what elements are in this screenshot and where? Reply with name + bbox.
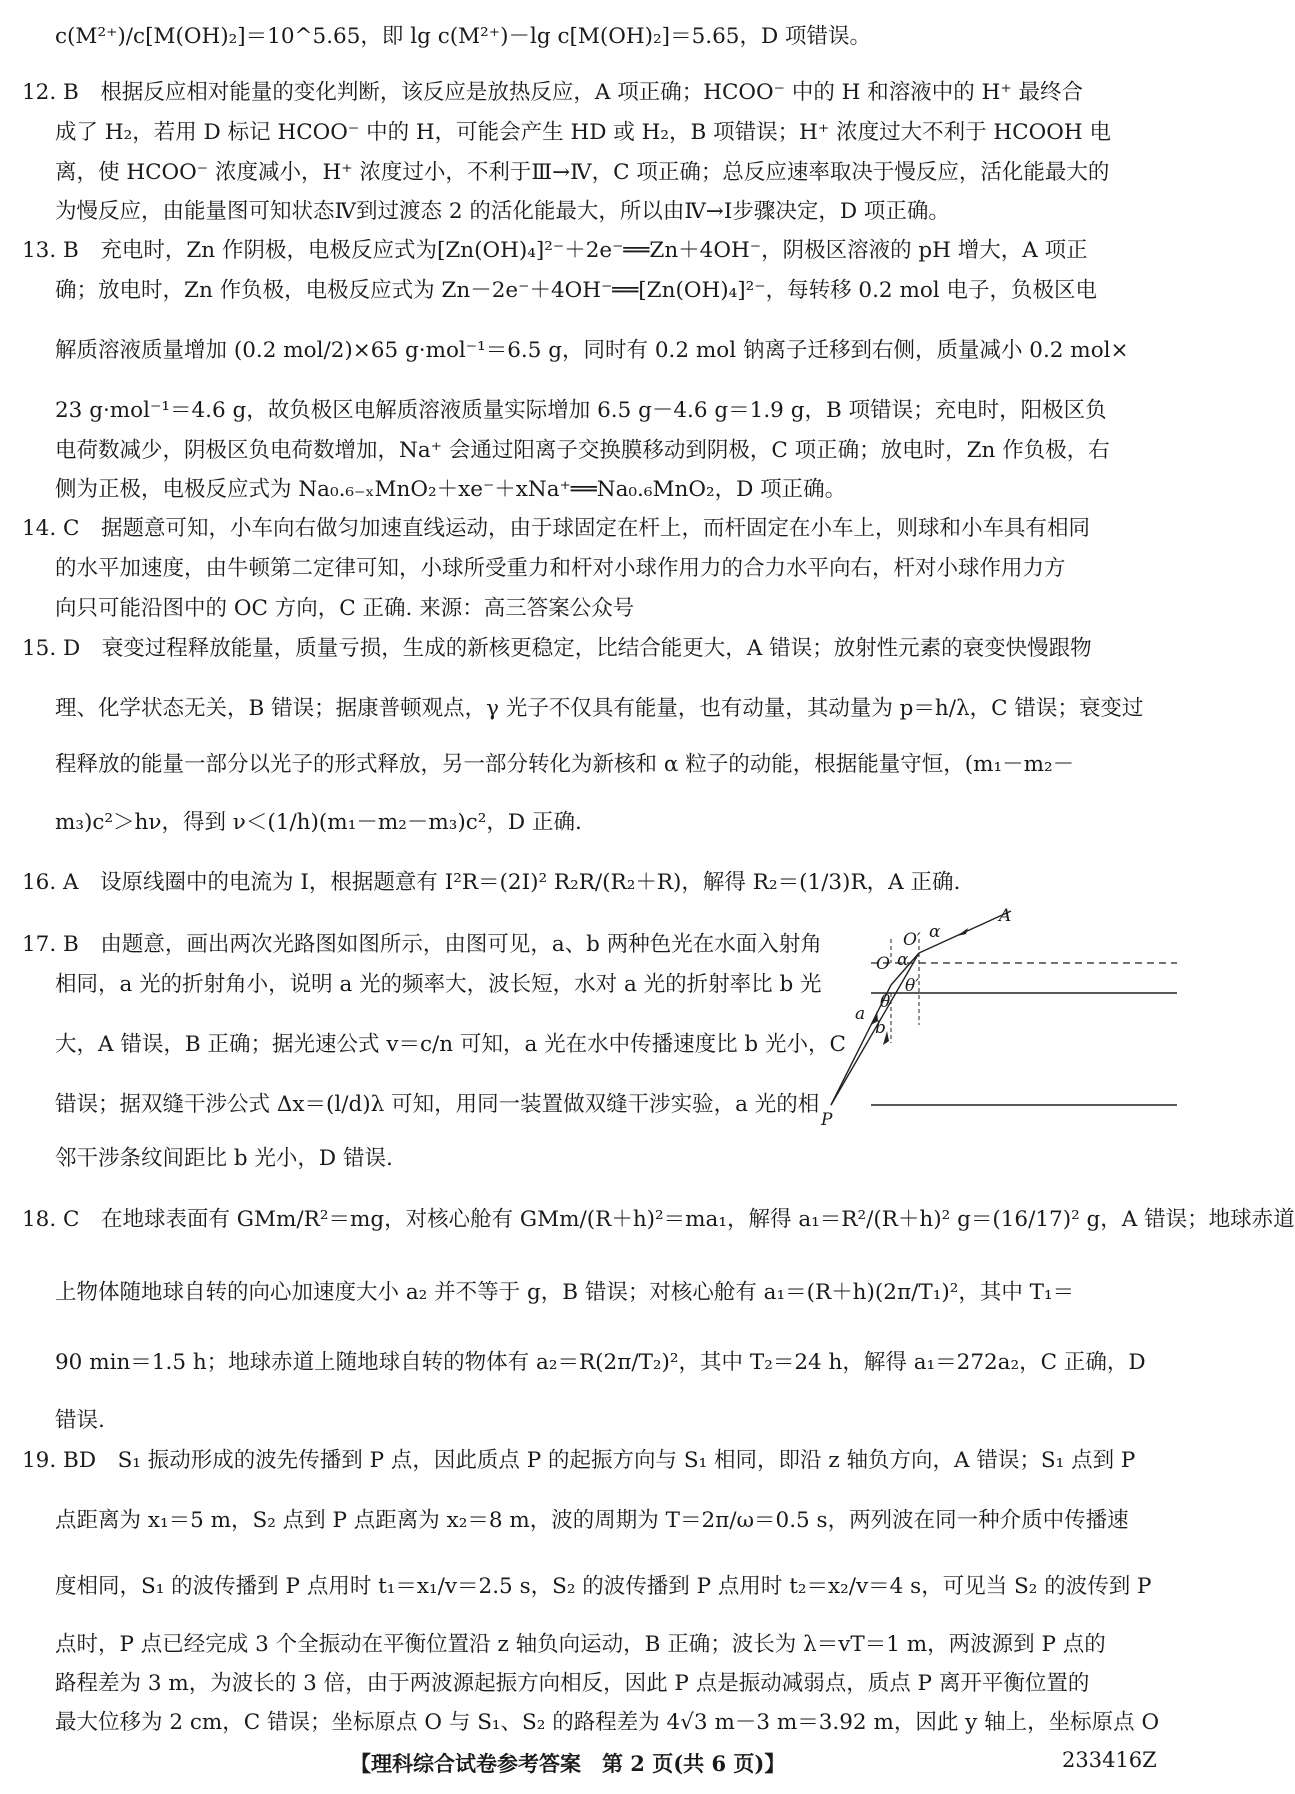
label-O: O (876, 954, 890, 974)
text-line: 程释放的能量一部分以光子的形式释放，另一部分转化为新核和 α 粒子的动能，根据能量守恒，(m₁－m₂－ (55, 752, 1075, 777)
text-line: 邻干涉条纹间距比 b 光小，D 错误. (55, 1146, 393, 1171)
text-line: 成了 H₂，若用 D 标记 HCOO⁻ 中的 H，可能会产生 HD 或 H₂，B 项错误；H⁺ 浓度过大不利于 HCOOH 电 (55, 120, 1111, 145)
label-a: a (855, 1004, 866, 1024)
text-line: 相同，a 光的折射角小，说明 a 光的频率大，波长短，水对 a 光的折射率比 b 光 (55, 972, 822, 997)
label-A: A (999, 906, 1012, 926)
refraction-diagram-svg (821, 905, 1177, 1133)
label-theta-prime: θ′ (905, 976, 920, 996)
text-line: 18. C 在地球表面有 GMm/R²＝mg，对核心舱有 GMm/(R＋h)²＝ma₁，解得 a₁＝R²/(R＋h)² g＝(16/17)² g，A 错误；地球赤道 (22, 1207, 1295, 1232)
arrow-icon (957, 928, 968, 936)
text-line: 13. B 充电时，Zn 作阴极，电极反应式为[Zn(OH)₄]²⁻＋2e⁻══Zn＋4OH⁻，阴极区溶液的 pH 增大，A 项正 (22, 238, 1088, 263)
footer-code: 233416Z (1062, 1748, 1157, 1772)
label-alpha: α (929, 922, 941, 942)
text-line: 90 min＝1.5 h；地球赤道上随地球自转的物体有 a₂＝R(2π/T₂)²，其中 T₂＝24 h，解得 a₁＝272a₂，C 正确，D (55, 1350, 1146, 1375)
label-theta: θ (880, 992, 891, 1012)
text-line: 16. A 设原线圈中的电流为 I，根据题意有 I²R＝(2I)² R₂R/(R₂＋R)，解得 R₂＝(1/3)R，A 正确. (22, 870, 961, 895)
text-line: 错误. (55, 1408, 105, 1433)
label-alpha: α (897, 950, 909, 970)
text-line: 点距离为 x₁＝5 m，S₂ 点到 P 点距离为 x₂＝8 m，波的周期为 T＝2π/ω＝0.5 s，两列波在同一种介质中传播速 (55, 1508, 1129, 1533)
refraction-diagram (821, 905, 1177, 1133)
text-line: 点时，P 点已经完成 3 个全振动在平衡位置沿 z 轴负向运动，B 正确；波长为 λ＝vT＝1 m，两波源到 P 点的 (55, 1632, 1106, 1657)
text-line: 侧为正极，电极反应式为 Na₀.₆₋ₓMnO₂＋xe⁻＋xNa⁺══Na₀.₆MnO₂，D 项正确。 (55, 477, 847, 502)
text-line: 14. C 据题意可知，小车向右做匀加速直线运动，由于球固定在杆上，而杆固定在小车上，则球和小车具有相同 (22, 516, 1090, 541)
text-line: 离，使 HCOO⁻ 浓度减小，H⁺ 浓度过小，不利于Ⅲ→Ⅳ，C 项正确；总反应速率取决于慢反应，活化能最大的 (55, 160, 1110, 185)
text-line: 电荷数减少，阴极区负电荷数增加，Na⁺ 会通过阳离子交换膜移动到阴极，C 项正确；放电时，Zn 作负极，右 (55, 438, 1110, 463)
text-line: 确；放电时，Zn 作负极，电极反应式为 Zn－2e⁻＋4OH⁻══[Zn(OH)₄]²⁻，每转移 0.2 mol 电子，负极区电 (55, 278, 1097, 303)
text-line: 上物体随地球自转的向心加速度大小 a₂ 并不等于 g，B 错误；对核心舱有 a₁＝(R＋h)(2π/T₁)²，其中 T₁＝ (55, 1280, 1075, 1305)
text-line: 的水平加速度，由牛顿第二定律可知，小球所受重力和杆对小球作用力的合力水平向右，杆对小球作用力方 (55, 556, 1066, 581)
text-line: 度相同，S₁ 的波传播到 P 点用时 t₁＝x₁/v＝2.5 s，S₂ 的波传播到 P 点用时 t₂＝x₂/v＝4 s，可见当 S₂ 的波传到 P (55, 1574, 1152, 1599)
footer-title: 【理科综合试卷参考答案 第 2 页(共 6 页)】 (350, 1751, 786, 1776)
label-b: b (875, 1018, 886, 1038)
text-line: 最大位移为 2 cm，C 错误；坐标原点 O 与 S₁、S₂ 的路程差为 4√3 m－3 m＝3.92 m，因此 y 轴上，坐标原点 O (55, 1710, 1160, 1735)
text-line: 为慢反应，由能量图可知状态Ⅳ到过渡态 2 的活化能最大，所以由Ⅳ→Ⅰ步骤决定，D 项正确。 (55, 199, 950, 224)
text-line: m₃)c²＞hν，得到 ν＜(1/h)(m₁－m₂－m₃)c²，D 正确. (55, 810, 582, 835)
text-line: 19. BD S₁ 振动形成的波先传播到 P 点，因此质点 P 的起振方向与 S₁ 相同，即沿 z 轴负方向，A 错误；S₁ 点到 P (22, 1448, 1136, 1473)
label-O-prime: O′ (903, 930, 921, 950)
label-P: P (821, 1110, 833, 1130)
text-line: 23 g·mol⁻¹＝4.6 g，故负极区电解质溶液质量实际增加 6.5 g－4.6 g＝1.9 g，B 项错误；充电时，阳极区负 (55, 398, 1107, 423)
text-line: 理、化学状态无关，B 错误；据康普顿观点，γ 光子不仅具有能量，也有动量，其动量为 p＝h/λ，C 错误；衰变过 (55, 696, 1144, 721)
text-line: 错误；据双缝干涉公式 Δx＝(l/d)λ 可知，用同一装置做双缝干涉实验，a 光的相 (55, 1092, 820, 1117)
text-line: 大，A 错误，B 正确；据光速公式 v＝c/n 可知，a 光在水中传播速度比 b 光小，C (55, 1032, 846, 1057)
text-line: 路程差为 3 m，为波长的 3 倍，由于两波源起振方向相反，因此 P 点是振动减弱点，质点 P 离开平衡位置的 (55, 1671, 1090, 1696)
text-line: 12. B 根据反应相对能量的变化判断，该反应是放热反应，A 项正确；HCOO⁻ 中的 H 和溶液中的 H⁺ 最终合 (22, 80, 1084, 105)
text-line: 15. D 衰变过程释放能量，质量亏损，生成的新核更稳定，比结合能更大，A 错误；放射性元素的衰变快慢跟物 (22, 636, 1092, 661)
text-line: 17. B 由题意，画出两次光路图如图所示，由图可见，a、b 两种色光在水面入射角 (22, 932, 822, 957)
text-line: c(M²⁺)/c[M(OH)₂]＝10^5.65，即 lg c(M²⁺)－lg c[M(OH)₂]＝5.65，D 项错误。 (55, 24, 872, 49)
text-line: 向只可能沿图中的 OC 方向，C 正确. 来源：高三答案公众号 (55, 596, 635, 621)
text-line: 解质溶液质量增加 (0.2 mol/2)×65 g·mol⁻¹＝6.5 g，同时有 0.2 mol 钠离子迁移到右侧，质量减小 0.2 mol× (55, 338, 1129, 363)
